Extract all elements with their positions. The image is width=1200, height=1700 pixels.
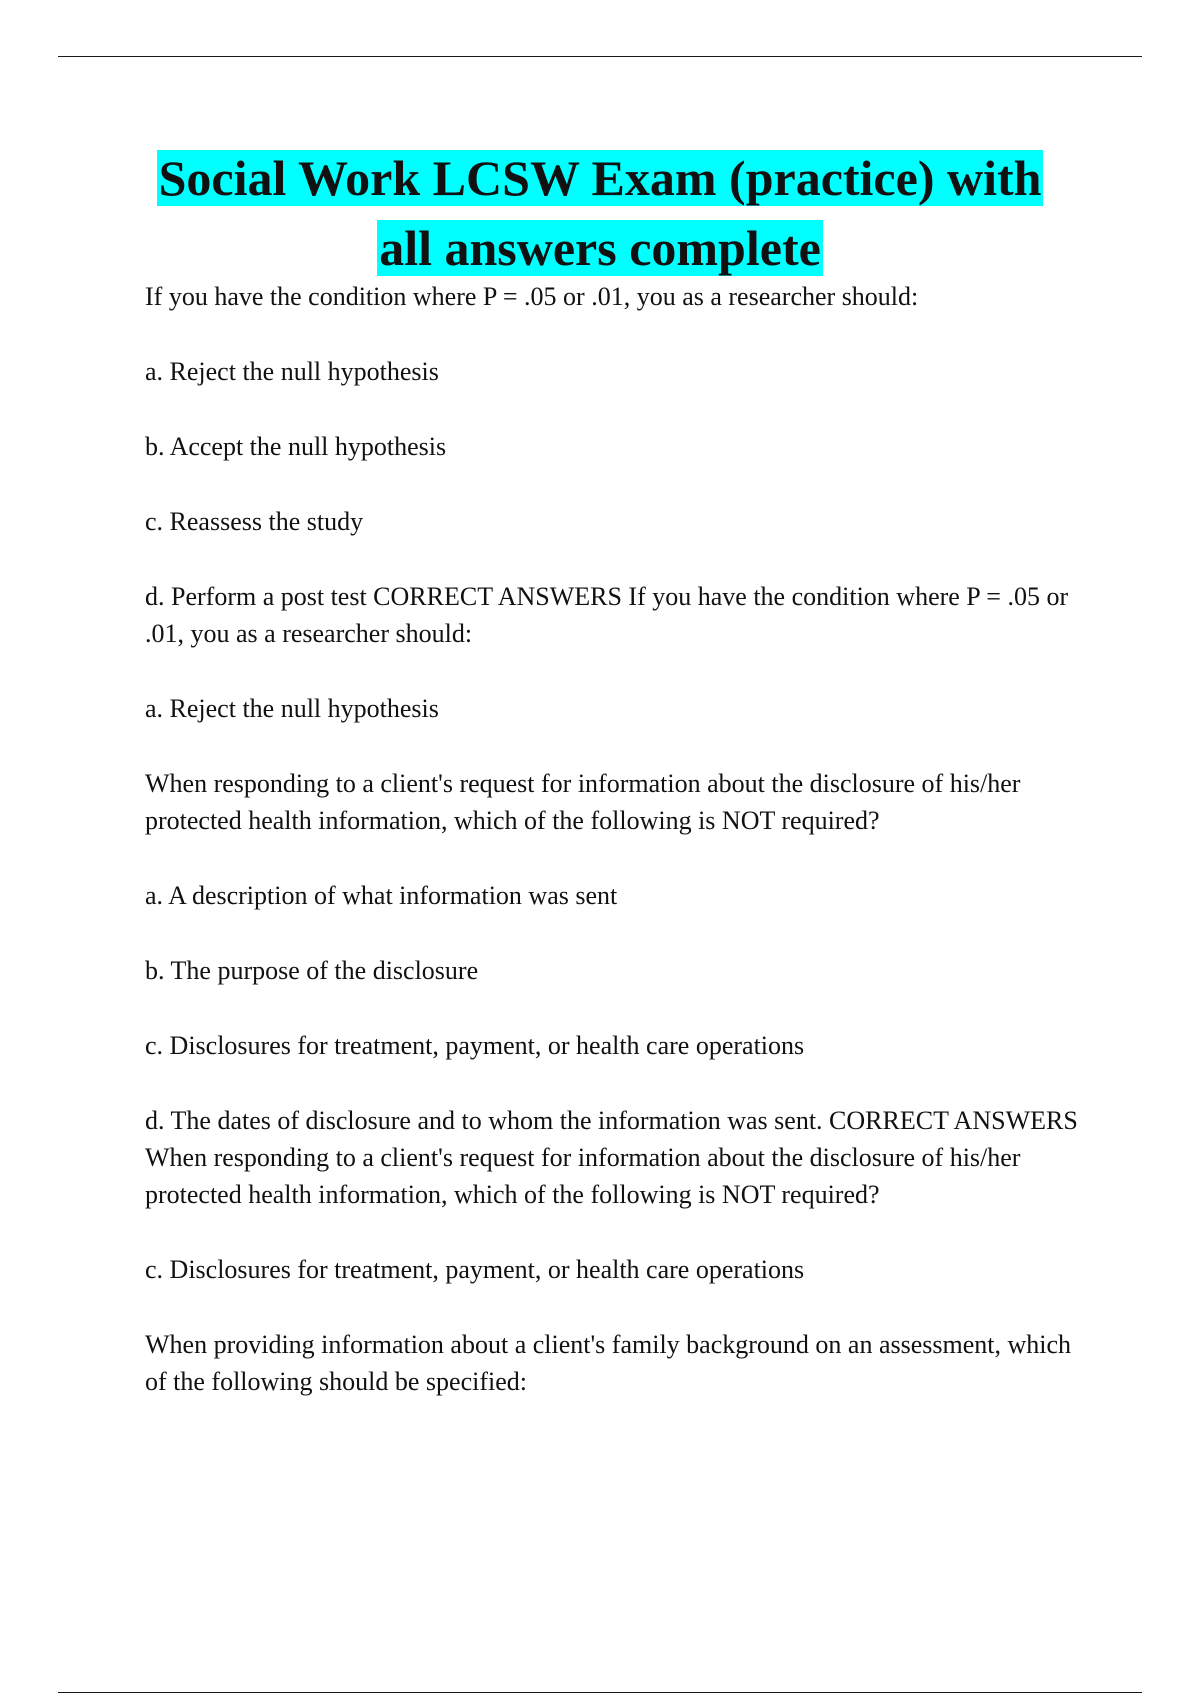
question-1: If you have the condition where P = .05 or .01, you as a researcher should: <box>145 282 919 311</box>
document-title <box>60 143 1140 283</box>
question-2: When responding to a client's request for information about the disclosure of his/her protected health information, which of the following is NOT required? <box>145 769 1021 835</box>
option-c: c. Reassess the study <box>145 507 364 536</box>
question-3: When providing information about a client's family background on an assessment, which of the following should be specified: <box>145 1330 1072 1396</box>
option-c: c. Disclosures for treatment, payment, or health care operations <box>145 1031 805 1060</box>
option-a: a. Reject the null hypothesis <box>145 357 439 386</box>
option-b: b. Accept the null hypothesis <box>145 432 447 461</box>
title-line-2: all answers complete <box>379 220 821 276</box>
option-d-with-answer: d. The dates of disclosure and to whom the information was sent. CORRECT ANSWERS When responding to a client's request for information about the disclosure of his/her protected health information, which of the following is NOT required? <box>145 1106 1078 1209</box>
document-body <box>145 278 1080 1438</box>
header-rule <box>58 56 1142 57</box>
option-b: b. The purpose of the disclosure <box>145 956 479 985</box>
title-line-1: Social Work LCSW Exam (practice) with <box>158 150 1042 206</box>
footer-rule <box>58 1692 1142 1693</box>
correct-answer: a. Reject the null hypothesis <box>145 694 439 723</box>
option-a: a. A description of what information was sent <box>145 881 618 910</box>
correct-answer: c. Disclosures for treatment, payment, or health care operations <box>145 1255 805 1284</box>
option-d-with-answer: d. Perform a post test CORRECT ANSWERS If you have the condition where P = .05 or .01, you as a researcher should: <box>145 582 1069 648</box>
